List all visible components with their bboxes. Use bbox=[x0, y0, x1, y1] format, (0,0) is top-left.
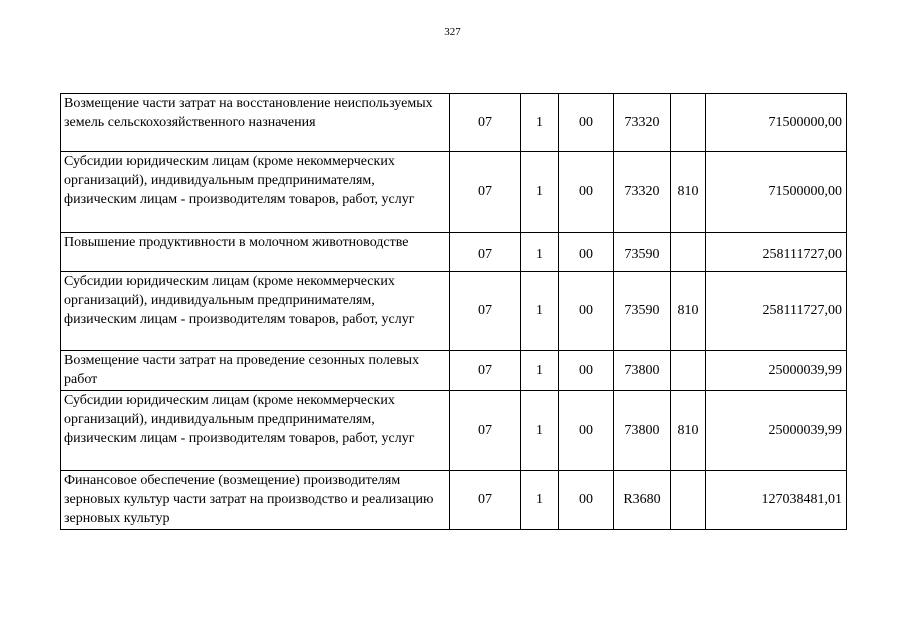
direction-code-cell bbox=[614, 233, 671, 272]
amount-cell: 25000039,99 bbox=[706, 391, 847, 471]
expense-type-cell: 810 bbox=[671, 272, 706, 351]
amount-cell: 258111727,00 bbox=[706, 272, 847, 351]
direction-code-value: 73590 bbox=[624, 247, 660, 262]
amount-cell: 71500000,00 bbox=[706, 94, 847, 152]
razdel-cell: 07 bbox=[450, 391, 521, 471]
podrazdel-cell: 1 bbox=[521, 272, 559, 351]
expense-type-cell bbox=[671, 94, 706, 152]
row-name: Возмещение части затрат на восстановление неиспользуемых земель сельскохозяйственного назначения bbox=[61, 94, 450, 152]
program-code-cell: 00 bbox=[559, 272, 614, 351]
podrazdel-value: 1 bbox=[536, 247, 543, 262]
program-code-cell: 00 bbox=[559, 391, 614, 471]
direction-code-cell: 73800 bbox=[614, 391, 671, 471]
podrazdel-cell bbox=[521, 233, 559, 272]
page-number: 327 bbox=[444, 26, 461, 38]
podrazdel-cell: 1 bbox=[521, 152, 559, 233]
razdel-cell: 07 bbox=[450, 272, 521, 351]
table-row bbox=[61, 471, 847, 530]
table-row bbox=[61, 233, 847, 272]
razdel-cell: 07 bbox=[450, 152, 521, 233]
amount-cell bbox=[706, 233, 847, 272]
expense-type-cell: 810 bbox=[671, 391, 706, 471]
razdel-cell: 07 bbox=[450, 471, 521, 530]
podrazdel-cell: 1 bbox=[521, 391, 559, 471]
direction-code-cell: 73320 bbox=[614, 152, 671, 233]
program-code-cell: 00 bbox=[559, 471, 614, 530]
row-name: Субсидии юридическим лицам (кроме некоммерческих организаций), индивидуальным предпринимателям, физическим лицам - производителям товаров, работ, услуг bbox=[61, 391, 450, 471]
direction-code-cell: R3680 bbox=[614, 471, 671, 530]
table-row bbox=[61, 351, 847, 391]
row-name: Возмещение части затрат на проведение сезонных полевых работ bbox=[61, 351, 450, 391]
razdel-cell: 07 bbox=[450, 94, 521, 152]
amount-cell: 71500000,00 bbox=[706, 152, 847, 233]
direction-code-cell: 73320 bbox=[614, 94, 671, 152]
table-row bbox=[61, 94, 847, 152]
podrazdel-cell: 1 bbox=[521, 94, 559, 152]
row-name: Повышение продуктивности в молочном животноводстве bbox=[61, 233, 450, 272]
razdel-cell: 07 bbox=[450, 351, 521, 391]
table-row bbox=[61, 391, 847, 471]
expense-type-cell bbox=[671, 351, 706, 391]
direction-code-cell: 73800 bbox=[614, 351, 671, 391]
budget-table bbox=[60, 93, 847, 530]
row-name: Субсидии юридическим лицам (кроме некоммерческих организаций), индивидуальным предпринимателям, физическим лицам - производителям товаров, работ, услуг bbox=[61, 272, 450, 351]
program-code-cell: 00 bbox=[559, 351, 614, 391]
razdel-cell bbox=[450, 233, 521, 272]
podrazdel-cell: 1 bbox=[521, 351, 559, 391]
podrazdel-cell: 1 bbox=[521, 471, 559, 530]
row-name: Финансовое обеспечение (возмещение) производителям зерновых культур части затрат на производство и реализацию зерновых культур bbox=[61, 471, 450, 530]
table-row bbox=[61, 152, 847, 233]
amount-cell: 127038481,01 bbox=[706, 471, 847, 530]
expense-type-cell: 810 bbox=[671, 152, 706, 233]
amount-cell: 25000039,99 bbox=[706, 351, 847, 391]
program-code-cell: 00 bbox=[559, 94, 614, 152]
program-code-value: 00 bbox=[579, 247, 593, 262]
razdel-value: 07 bbox=[478, 247, 492, 262]
row-name: Субсидии юридическим лицам (кроме некоммерческих организаций), индивидуальным предпринимателям, физическим лицам - производителям товаров, работ, услуг bbox=[61, 152, 450, 233]
program-code-cell bbox=[559, 233, 614, 272]
amount-value: 258111727,00 bbox=[762, 247, 842, 262]
expense-type-cell bbox=[671, 233, 706, 272]
expense-type-cell bbox=[671, 471, 706, 530]
program-code-cell: 00 bbox=[559, 152, 614, 233]
table-row bbox=[61, 272, 847, 351]
direction-code-cell: 73590 bbox=[614, 272, 671, 351]
